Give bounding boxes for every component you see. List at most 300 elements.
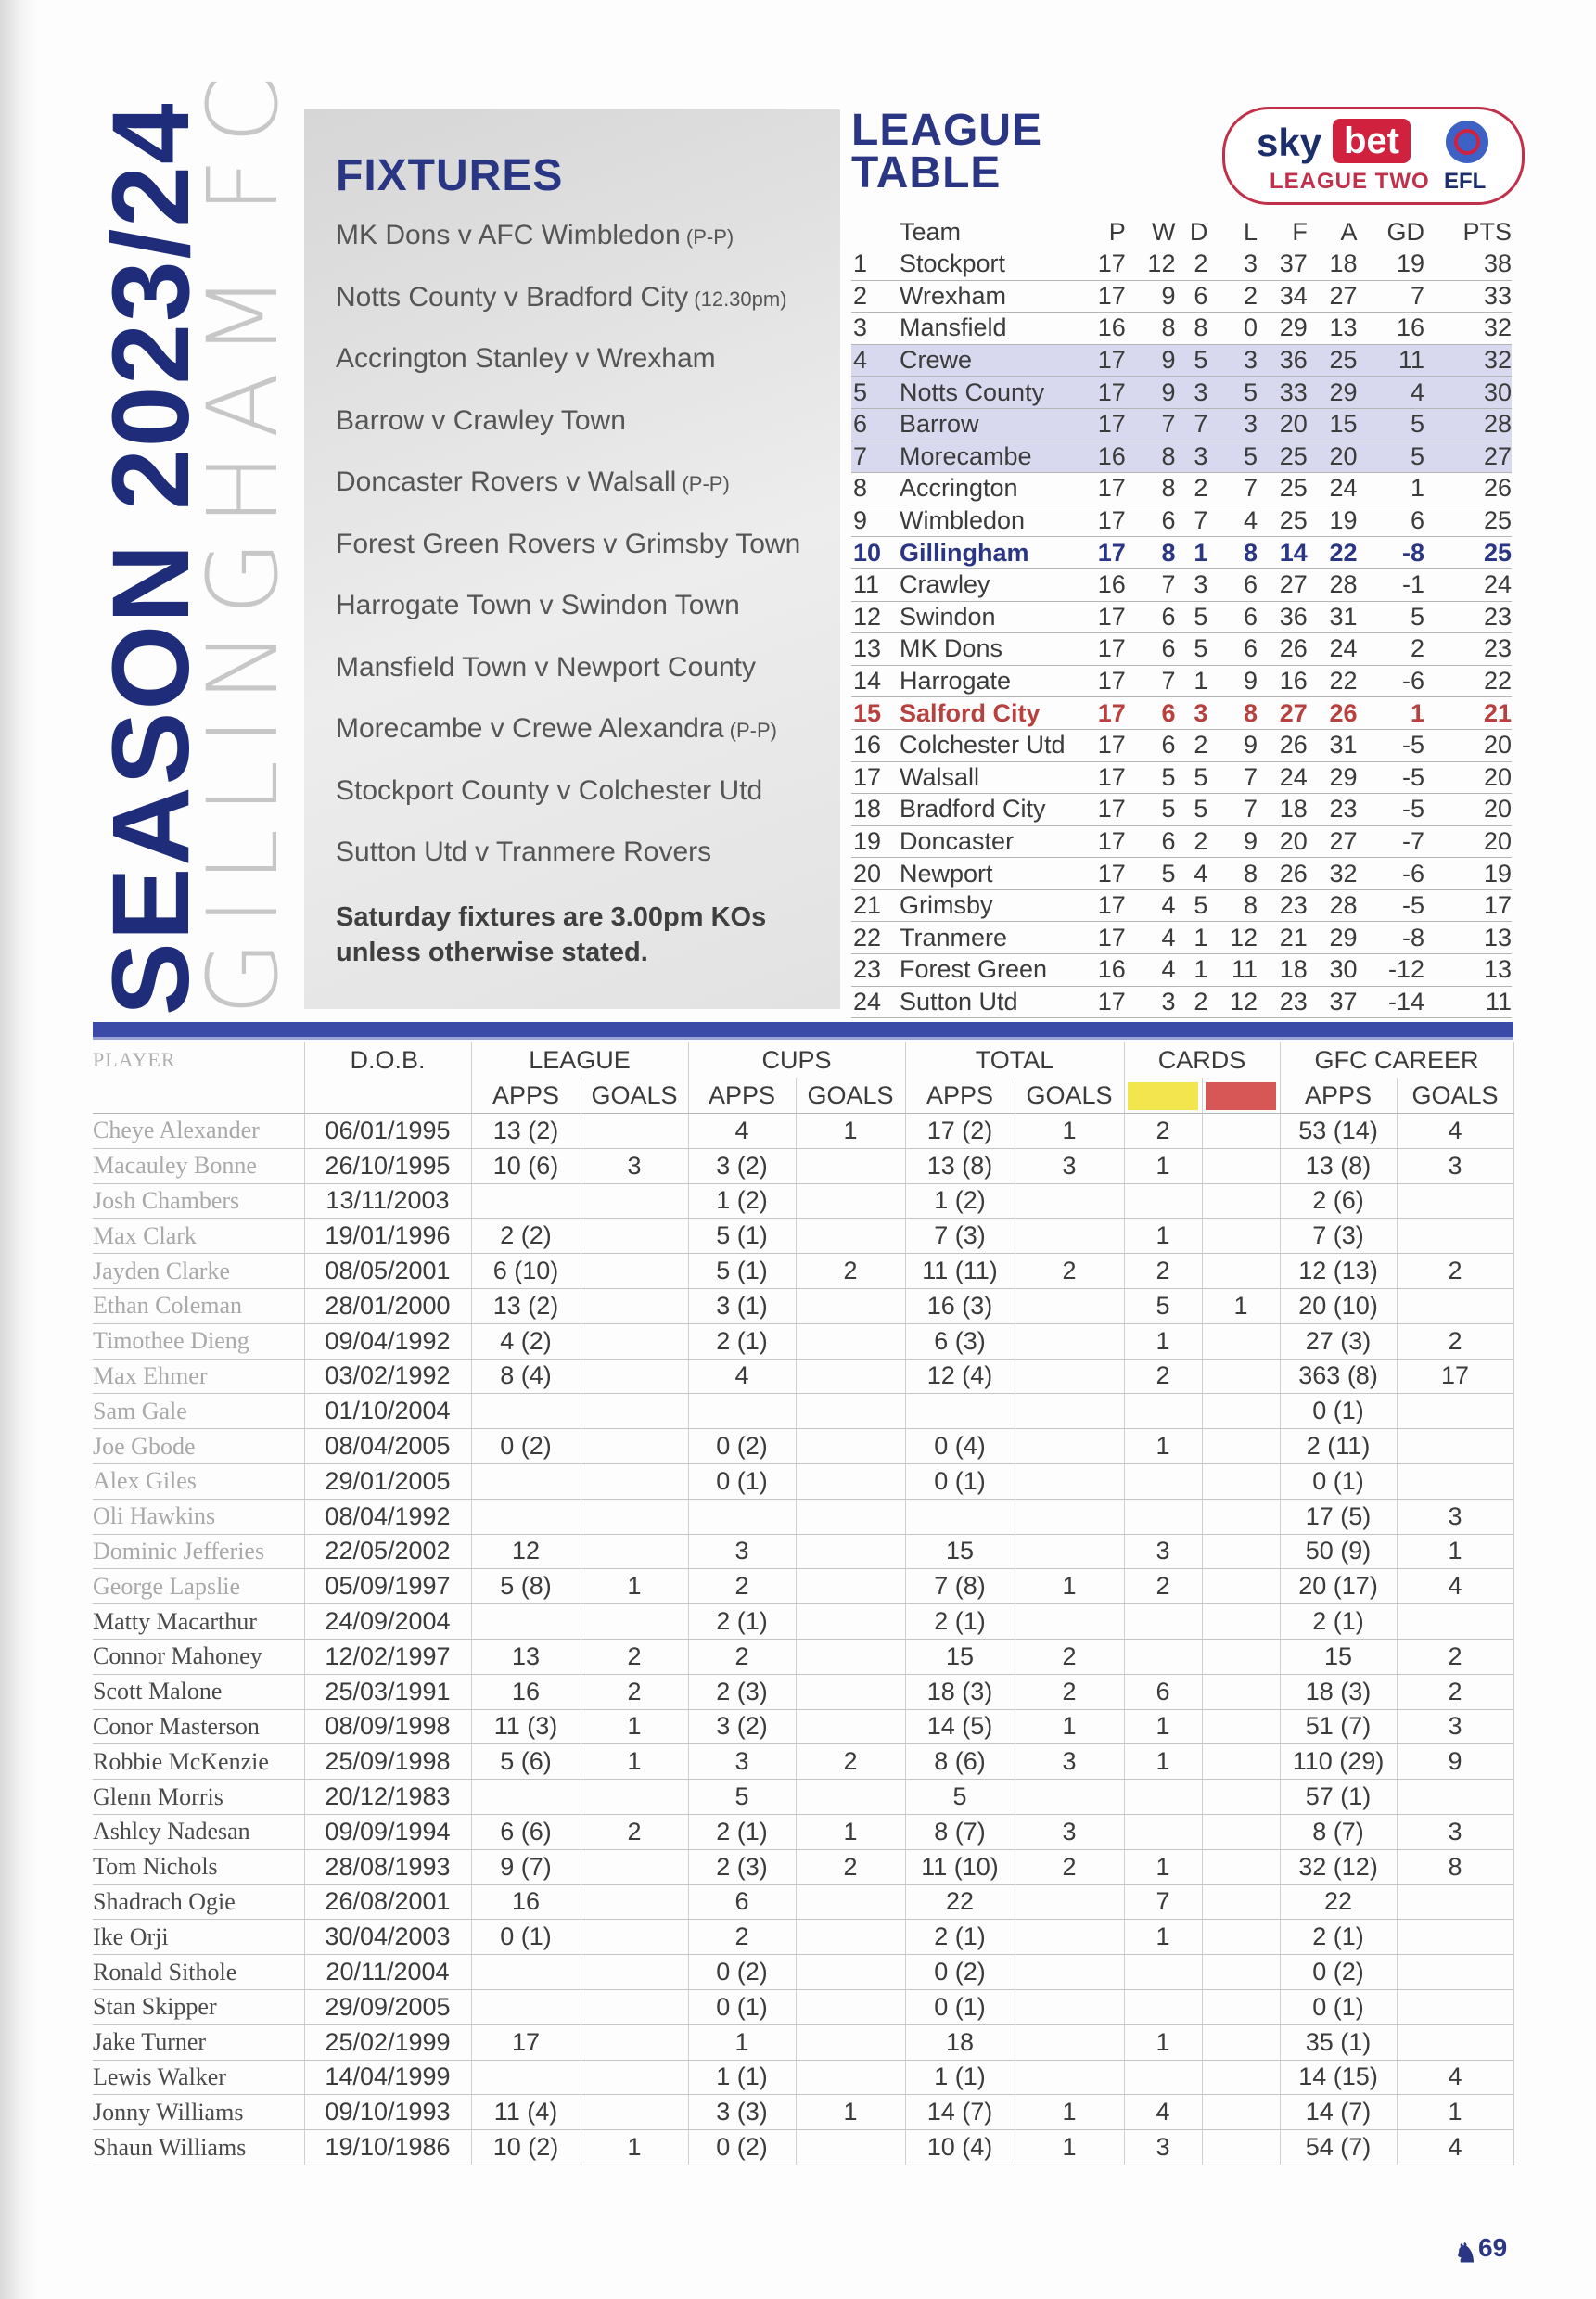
player-stat-rc: [1202, 1849, 1280, 1884]
player-name: [93, 1709, 304, 1744]
league-table-cell: 29: [1308, 761, 1358, 794]
player-stat-lapps: 8 (4): [471, 1359, 581, 1394]
league-table-cell: 20: [1308, 441, 1358, 473]
player-stat-lgoals: [581, 1955, 688, 1990]
player-stat-cgoals: [796, 1534, 905, 1569]
league-table-cell: 34: [1258, 280, 1308, 313]
league-table-cell: 16: [1076, 313, 1126, 345]
league-table-cell: 15: [1308, 408, 1358, 441]
player-stat-gapps: 7 (3): [1280, 1219, 1397, 1254]
player-stat-cgoals: [796, 1884, 905, 1920]
league-table-cell: 6: [1175, 280, 1207, 313]
player-stat-yc: 1: [1124, 1148, 1202, 1183]
player-stat-gapps: 12 (13): [1280, 1254, 1397, 1289]
player-stat-lapps: 17: [471, 2024, 581, 2060]
league-table-cell: 8: [1126, 473, 1176, 505]
league-table-cell: 8: [1126, 537, 1176, 569]
league-table-cell: 21: [1258, 922, 1308, 954]
player-stat-lgoals: [581, 1884, 688, 1920]
player-stat-lgoals: [581, 1463, 688, 1499]
player-stat-lapps: 5 (8): [471, 1569, 581, 1604]
player-stat-rc: [1202, 1814, 1280, 1849]
league-table-cell: 17: [1076, 537, 1126, 569]
league-table-cell: 16: [1358, 313, 1424, 345]
league-table-cell: 7: [1358, 280, 1424, 313]
player-stat-rc: [1202, 1323, 1280, 1359]
player-stat-tgoals: 1: [1015, 1569, 1124, 1604]
player-stat-gapps: 50 (9): [1280, 1534, 1397, 1569]
player-stat-gapps: 2 (6): [1280, 1183, 1397, 1219]
league-table-cell: 29: [1258, 313, 1308, 345]
player-stat-yc: 1: [1124, 1429, 1202, 1464]
player-row: [93, 1639, 1513, 1674]
league-table-cell: 22: [1308, 665, 1358, 697]
player-stat-yc: 2: [1124, 1569, 1202, 1604]
league-table-header-cell: P: [1108, 217, 1126, 246]
season-title: SEASON 2023/24: [90, 101, 212, 1015]
player-stat-tapps: [905, 1394, 1015, 1429]
league-table-cell: 8: [1126, 313, 1176, 345]
player-stat-capps: 1: [688, 2024, 796, 2060]
league-table-cell: 27: [1258, 568, 1308, 601]
league-table-cell: 36: [1258, 344, 1308, 377]
player-stat-ggoals: 4: [1397, 2060, 1513, 2095]
player-stat-ggoals: [1397, 1183, 1513, 1219]
player-stat-capps: 5 (1): [688, 1219, 796, 1254]
player-stat-yc: 6: [1124, 1674, 1202, 1709]
fixture-item: [336, 221, 836, 283]
player-name: [93, 1183, 304, 1219]
league-table-cell: 6: [1358, 505, 1424, 537]
league-table-cell: 2: [1175, 729, 1207, 761]
league-table-cell: 25: [1424, 537, 1512, 569]
team-name: Harrogate: [888, 665, 1076, 697]
player-first-name: Timothee: [93, 1327, 185, 1355]
fixtures-list: [336, 221, 836, 900]
team-name: Salford City: [888, 697, 1076, 730]
player-stat-capps: 3 (3): [688, 2095, 796, 2130]
player-stat-tgoals: [1015, 1920, 1124, 1955]
player-last-name: Nichols: [142, 1853, 218, 1881]
league-table-cell: 16: [1076, 441, 1126, 473]
player-stat-capps: 3 (2): [688, 1148, 796, 1183]
league-table-row: [851, 665, 1512, 697]
league-table-cell: 9: [1207, 665, 1258, 697]
player-row: [93, 1920, 1513, 1955]
league-table-cell: 17: [1424, 889, 1512, 922]
player-stat-tgoals: 1: [1015, 2130, 1124, 2165]
player-stat-tgoals: [1015, 1989, 1124, 2024]
player-stat-lgoals: 1: [581, 2130, 688, 2165]
player-stat-ggoals: 4: [1397, 2130, 1513, 2165]
player-row: [93, 1709, 1513, 1744]
league-table-cell: 13: [1424, 954, 1512, 987]
team-name: Accrington: [888, 473, 1076, 505]
player-stat-cgoals: [796, 1780, 905, 1815]
player-last-name: Williams: [159, 2133, 247, 2161]
league-table-cell: 5: [1175, 889, 1207, 922]
league-table-cell: 17: [1076, 729, 1126, 761]
player-stat-ggoals: [1397, 1884, 1513, 1920]
player-last-name: Gbode: [131, 1432, 196, 1460]
player-stat-ggoals: [1397, 1989, 1513, 2024]
player-stat-lgoals: 2: [581, 1674, 688, 1709]
league-table-cell: 4: [851, 344, 888, 377]
player-stat-lgoals: [581, 1219, 688, 1254]
league-table-cell: 20: [851, 858, 888, 890]
team-name: Barrow: [888, 408, 1076, 441]
player-stat-dob: 19/10/1986: [304, 2130, 471, 2165]
league-table-cell: 17: [1076, 922, 1126, 954]
fixture-item: [336, 714, 836, 776]
section-divider: [93, 1022, 1513, 1037]
team-name: Crewe: [888, 344, 1076, 377]
league-table-cell: 2: [1175, 986, 1207, 1018]
league-table-row: [851, 922, 1512, 954]
league-table-header-cell: F: [1292, 217, 1308, 246]
player-stat-tgoals: [1015, 1955, 1124, 1990]
team-name: Bradford City: [888, 794, 1076, 826]
league-table-cell: 7: [1207, 473, 1258, 505]
league-table-cell: 7: [1175, 408, 1207, 441]
league-table-cell: 25: [1258, 505, 1308, 537]
league-table-cell: 7: [1126, 568, 1176, 601]
page-spine-shadow: [0, 0, 37, 2299]
player-stat-rc: [1202, 1219, 1280, 1254]
league-table-cell: 17: [1076, 280, 1126, 313]
fixtures-footnote: Saturday fixtures are 3.00pm KOs unless otherwise stated.: [336, 902, 767, 967]
player-name: [93, 1323, 304, 1359]
player-stat-yc: 2: [1124, 1254, 1202, 1289]
league-table-cell: 9: [1126, 280, 1176, 313]
league-table-header-cell: D: [1189, 217, 1208, 246]
league-table-cell: 38: [1424, 249, 1512, 280]
league-table-cell: 18: [1258, 954, 1308, 987]
fixture-match: MK Dons v AFC Wimbledon: [336, 220, 681, 250]
player-stat-lapps: [471, 1394, 581, 1429]
league-table-cell: 20: [1424, 794, 1512, 826]
fixture-item: [336, 591, 836, 653]
player-stat-lgoals: [581, 2095, 688, 2130]
player-name: [93, 1744, 304, 1780]
player-stat-ggoals: 4: [1397, 1569, 1513, 1604]
league-table-cell: 17: [1076, 665, 1126, 697]
player-row: [93, 1359, 1513, 1394]
team-name: Wimbledon: [888, 505, 1076, 537]
league-table-cell: 5: [1207, 441, 1258, 473]
league-table-row: [851, 537, 1512, 569]
league-table-row: [851, 280, 1512, 313]
league-table-cell: 3: [1126, 986, 1176, 1018]
player-stat-yc: 1: [1124, 1744, 1202, 1780]
fixture-item: [336, 837, 836, 900]
player-stat-lgoals: [581, 1359, 688, 1394]
player-stat-yc: 1: [1124, 2024, 1202, 2060]
league-table-cell: 6: [1126, 825, 1176, 858]
league-table-cell: 2: [1175, 249, 1207, 280]
league-table-cell: 1: [1175, 537, 1207, 569]
league-table-cell: 5: [1175, 601, 1207, 633]
player-row: [93, 2095, 1513, 2130]
player-stat-cgoals: [796, 1429, 905, 1464]
player-stat-dob: 08/04/1992: [304, 1499, 471, 1534]
league-table-cell: 13: [1308, 313, 1358, 345]
player-stat-tgoals: [1015, 1219, 1124, 1254]
player-row: [93, 1849, 1513, 1884]
league-table-cell: 6: [851, 408, 888, 441]
player-stat-cgoals: 1: [796, 1814, 905, 1849]
league-table-cell: 4: [1126, 954, 1176, 987]
section-divider-thin: [93, 1037, 1513, 1040]
player-stat-cgoals: [796, 2130, 905, 2165]
player-stat-ggoals: 8: [1397, 1849, 1513, 1884]
team-name: Stockport: [888, 249, 1076, 280]
player-stat-cgoals: [796, 1639, 905, 1674]
league-table-cell: 3: [1207, 344, 1258, 377]
player-last-name: Walker: [157, 2063, 226, 2090]
yellow-card-icon: [1128, 1082, 1198, 1110]
player-last-name: Jefferies: [183, 1537, 265, 1565]
league-table-cell: 13: [1424, 922, 1512, 954]
player-stat-lgoals: [581, 1394, 688, 1429]
player-stat-lgoals: [581, 1920, 688, 1955]
league-table-cell: 5: [1126, 761, 1176, 794]
player-last-name: McKenzie: [168, 1747, 269, 1775]
player-stat-cgoals: [796, 1920, 905, 1955]
player-stat-tgoals: 3: [1015, 1814, 1124, 1849]
player-last-name: Nadesan: [167, 1818, 250, 1846]
player-stat-capps: 2 (3): [688, 1674, 796, 1709]
player-stat-cgoals: [796, 1288, 905, 1323]
player-stat-capps: 0 (1): [688, 1463, 796, 1499]
league-table-cell: 14: [851, 665, 888, 697]
league-table-cell: 17: [1076, 825, 1126, 858]
fixture-item: [336, 653, 836, 715]
league-table-cell: 7: [1175, 505, 1207, 537]
player-stat-cgoals: 1: [796, 1114, 905, 1149]
player-stat-yc: [1124, 1955, 1202, 1990]
player-first-name: Matty: [93, 1607, 151, 1635]
player-stat-tgoals: 2: [1015, 1849, 1124, 1884]
league-table-cell: 9: [1207, 825, 1258, 858]
team-name: Doncaster: [888, 825, 1076, 858]
player-stat-tgoals: 2: [1015, 1639, 1124, 1674]
fixture-match: Mansfield Town v Newport County: [336, 651, 756, 683]
player-stat-tapps: 0 (4): [905, 1429, 1015, 1464]
league-table-cell: 24: [1308, 633, 1358, 666]
league-table-cell: 10: [851, 537, 888, 569]
league-table-cell: 6: [1126, 697, 1176, 730]
player-stat-ggoals: 3: [1397, 1499, 1513, 1534]
player-stat-cgoals: [796, 1499, 905, 1534]
league-table-cell: 16: [1258, 665, 1308, 697]
player-stat-yc: [1124, 2060, 1202, 2095]
fixture-match: Accrington Stanley v Wrexham: [336, 343, 716, 374]
red-card-icon: [1206, 1082, 1276, 1110]
fixture-item: [336, 776, 836, 838]
col-dob: D.O.B.: [304, 1042, 471, 1078]
league-table-header-cell: Team: [900, 217, 962, 246]
league-table-cell: 31: [1308, 601, 1358, 633]
player-last-name: Dieng: [190, 1327, 249, 1355]
league-table-cell: 8: [1126, 441, 1176, 473]
player-stat-ggoals: [1397, 1604, 1513, 1640]
player-last-name: Alexander: [159, 1117, 260, 1144]
player-stat-tapps: 14 (7): [905, 2095, 1015, 2130]
player-stat-rc: [1202, 1639, 1280, 1674]
player-stat-cgoals: [796, 1955, 905, 1990]
player-stat-tapps: 2 (1): [905, 1920, 1015, 1955]
player-stat-ggoals: [1397, 1429, 1513, 1464]
player-last-name: Chambers: [141, 1186, 240, 1214]
league-table-cell: 19: [1308, 505, 1358, 537]
league-table-row: [851, 729, 1512, 761]
player-stat-capps: [688, 1499, 796, 1534]
col-career: GFC CAREER: [1280, 1042, 1513, 1078]
player-stat-yc: 7: [1124, 1884, 1202, 1920]
player-stat-lgoals: [581, 1114, 688, 1149]
player-stat-gapps: 363 (8): [1280, 1359, 1397, 1394]
player-name: [93, 1219, 304, 1254]
player-first-name: Jake: [93, 2028, 136, 2056]
player-row: [93, 2130, 1513, 2165]
player-row: [93, 1254, 1513, 1289]
league-table-cell: 28: [1308, 889, 1358, 922]
league-table-cell: -7: [1358, 825, 1424, 858]
player-stat-lapps: 13 (2): [471, 1288, 581, 1323]
league-table-row: [851, 986, 1512, 1018]
league-table-cell: 6: [1207, 633, 1258, 666]
player-stat-tapps: 13 (8): [905, 1148, 1015, 1183]
player-last-name: Gale: [141, 1397, 187, 1424]
league-table-cell: 23: [1258, 986, 1308, 1018]
player-first-name: Stan: [93, 1993, 136, 2021]
col-total: TOTAL: [905, 1042, 1124, 1078]
col-player: PLAYER: [93, 1042, 304, 1078]
sub-league-apps: APPS: [471, 1078, 581, 1114]
player-stat-tapps: 7 (3): [905, 1219, 1015, 1254]
league-table-row: [851, 761, 1512, 794]
league-table-cell: 18: [1258, 794, 1308, 826]
league-table-header-cell: L: [1244, 217, 1258, 246]
player-stat-lgoals: [581, 1604, 688, 1640]
player-row: [93, 1114, 1513, 1149]
league-table-cell: 25: [1258, 441, 1308, 473]
league-table-cell: 5: [1175, 761, 1207, 794]
league-table-cell: 33: [1258, 377, 1308, 409]
player-row: [93, 1884, 1513, 1920]
player-stat-ggoals: 2: [1397, 1323, 1513, 1359]
player-stat-rc: [1202, 1920, 1280, 1955]
player-stat-ggoals: 9: [1397, 1744, 1513, 1780]
player-stat-lapps: 11 (3): [471, 1709, 581, 1744]
league-table-cell: -1: [1358, 568, 1424, 601]
fixture-match: Forest Green Rovers v Grimsby Town: [336, 528, 801, 559]
player-stat-dob: 29/09/2005: [304, 1989, 471, 2024]
player-first-name: Max: [93, 1221, 137, 1249]
player-name: [93, 1639, 304, 1674]
player-row: [93, 1744, 1513, 1780]
player-stat-yc: [1124, 1989, 1202, 2024]
player-first-name: Oli: [93, 1502, 124, 1530]
team-name: Forest Green: [888, 954, 1076, 987]
player-stat-dob: 06/01/1995: [304, 1114, 471, 1149]
player-last-name: Macarthur: [156, 1607, 257, 1635]
player-stat-gapps: 2 (1): [1280, 1604, 1397, 1640]
player-stat-dob: 25/09/1998: [304, 1744, 471, 1780]
league-table-cell: 19: [1424, 858, 1512, 890]
league-table-cell: 29: [1308, 377, 1358, 409]
player-stat-ggoals: [1397, 1955, 1513, 1990]
league-table-cell: 12: [851, 601, 888, 633]
fixtures-title: FIXTURES: [336, 151, 564, 200]
league-table-cell: 16: [851, 729, 888, 761]
player-stat-tgoals: [1015, 1604, 1124, 1640]
player-first-name: Sam: [93, 1397, 136, 1424]
team-name: MK Dons: [888, 633, 1076, 666]
league-table-cell: 20: [1424, 729, 1512, 761]
league-table-cell: 5: [1358, 601, 1424, 633]
player-stat-gapps: 8 (7): [1280, 1814, 1397, 1849]
league-table-cell: 12: [1207, 986, 1258, 1018]
player-stat-tapps: 11 (11): [905, 1254, 1015, 1289]
team-name: Mansfield: [888, 313, 1076, 345]
player-stat-tgoals: [1015, 1429, 1124, 1464]
player-stat-yc: [1124, 1814, 1202, 1849]
player-first-name: Connor: [93, 1642, 165, 1670]
player-stat-yc: 2: [1124, 1114, 1202, 1149]
player-name: [93, 1359, 304, 1394]
league-table-cell: 4: [1358, 377, 1424, 409]
player-stat-cgoals: 1: [796, 2095, 905, 2130]
player-stat-gapps: 22: [1280, 1884, 1397, 1920]
league-table-cell: 21: [1424, 697, 1512, 730]
league-table-cell: 5: [1175, 794, 1207, 826]
player-name: [93, 1814, 304, 1849]
league-table-cell: 25: [1258, 473, 1308, 505]
player-stat-lapps: 13: [471, 1639, 581, 1674]
league-table-cell: 3: [1207, 408, 1258, 441]
league-table-cell: 19: [851, 825, 888, 858]
player-stat-tgoals: 1: [1015, 1114, 1124, 1149]
player-stat-gapps: 20 (17): [1280, 1569, 1397, 1604]
team-name: Notts County: [888, 377, 1076, 409]
sub-red-card: [1202, 1078, 1280, 1114]
player-first-name: Cheye: [93, 1117, 155, 1144]
player-last-name: Turner: [141, 2028, 207, 2056]
league-table-row: [851, 697, 1512, 730]
player-stat-gapps: 51 (7): [1280, 1709, 1397, 1744]
player-stat-capps: 2 (1): [688, 1323, 796, 1359]
player-stat-capps: [688, 1394, 796, 1429]
league-table-cell: 6: [1126, 601, 1176, 633]
player-stat-gapps: 14 (15): [1280, 2060, 1397, 2095]
sub-career-apps: APPS: [1280, 1078, 1397, 1114]
league-table-cell: 0: [1207, 313, 1258, 345]
player-stat-ggoals: 3: [1397, 1814, 1513, 1849]
league-table-cell: 18: [851, 794, 888, 826]
player-stat-tapps: 8 (6): [905, 1744, 1015, 1780]
player-stat-yc: 1: [1124, 1709, 1202, 1744]
league-table-cell: 20: [1258, 408, 1308, 441]
league-table-title: [851, 106, 1043, 198]
team-name: Tranmere: [888, 922, 1076, 954]
player-first-name: Ashley: [93, 1818, 161, 1846]
league-table-cell: 31: [1308, 729, 1358, 761]
fixture-item: [336, 467, 836, 530]
player-stat-tapps: 8 (7): [905, 1814, 1015, 1849]
player-first-name: Jayden: [93, 1257, 160, 1284]
